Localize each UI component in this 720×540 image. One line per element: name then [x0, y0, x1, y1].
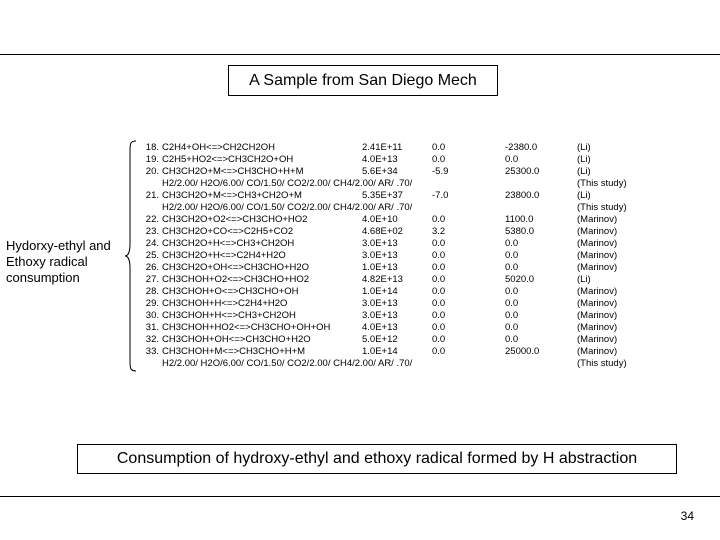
rate-temperature-exponent: 0.0 — [432, 346, 446, 357]
rate-a-factor: 4.0E+10 — [362, 214, 398, 225]
rate-reference: (Marinov) — [577, 262, 618, 273]
rate-activation-energy: 0.0 — [505, 334, 519, 345]
rate-activation-energy: 5380.0 — [505, 226, 535, 237]
reaction-row — [0, 346, 720, 358]
side-label-line: Hydorxy-ethyl and — [6, 238, 111, 253]
reaction-equation: CH3CHOH+M<=>CH3CHO+H+M — [162, 346, 306, 357]
rate-a-factor: 4.68E+02 — [362, 226, 403, 237]
reaction-row — [0, 298, 720, 310]
rate-temperature-exponent: 0.0 — [432, 310, 446, 321]
reaction-number: 22. — [145, 214, 159, 225]
rate-reference: (Marinov) — [577, 250, 618, 261]
rate-temperature-exponent: 0.0 — [432, 154, 446, 165]
reaction-number: 19. — [145, 154, 159, 165]
reaction-row — [0, 262, 720, 274]
reaction-number: 25. — [145, 250, 159, 261]
reaction-number: 32. — [145, 334, 159, 345]
rate-activation-energy: 25000.0 — [505, 346, 540, 357]
reaction-number: 21. — [145, 190, 159, 201]
rate-temperature-exponent: 0.0 — [432, 274, 446, 285]
third-body-row — [0, 178, 720, 190]
rate-activation-energy: 0.0 — [505, 310, 519, 321]
rate-reference: (Li) — [577, 166, 591, 177]
rate-reference: (Li) — [577, 190, 591, 201]
reaction-row — [0, 274, 720, 286]
third-body-reference: (This study) — [577, 202, 627, 213]
reaction-equation: CH3CHOH+O2<=>CH3CHO+HO2 — [162, 274, 310, 285]
third-body-efficiencies: H2/2.00/ H2O/6.00/ CO/1.50/ CO2/2.00/ CH4/2.00/ AR/ .70/ — [162, 178, 413, 189]
caption: Consumption of hydroxy-ethyl and ethoxy radical formed by H abstraction — [77, 444, 677, 474]
rate-a-factor: 4.0E+13 — [362, 154, 398, 165]
rate-reference: (Li) — [577, 154, 591, 165]
third-body-reference: (This study) — [577, 178, 627, 189]
rate-temperature-exponent: 0.0 — [432, 298, 446, 309]
reaction-equation: CH3CHOH+OH<=>CH3CHO+H2O — [162, 334, 311, 345]
rate-a-factor: 1.0E+14 — [362, 346, 398, 357]
reaction-equation: CH3CH2O+M<=>CH3CHO+H+M — [162, 166, 304, 177]
rate-activation-energy: 23800.0 — [505, 190, 540, 201]
reaction-number: 23. — [145, 226, 159, 237]
rate-temperature-exponent: 0.0 — [432, 322, 446, 333]
reaction-number: 28. — [145, 286, 159, 297]
rate-reference: (Li) — [577, 274, 591, 285]
reaction-equation: CH3CHOH+HO2<=>CH3CHO+OH+OH — [162, 322, 331, 333]
rate-temperature-exponent: -7.0 — [432, 190, 449, 201]
reaction-row — [0, 142, 720, 154]
rate-reference: (Marinov) — [577, 286, 618, 297]
rate-a-factor: 1.0E+13 — [362, 262, 398, 273]
reaction-number: 27. — [145, 274, 159, 285]
side-label-line: consumption — [6, 270, 80, 285]
reaction-number: 24. — [145, 238, 159, 249]
rate-temperature-exponent: 0.0 — [432, 142, 446, 153]
reaction-number: 18. — [145, 142, 159, 153]
rate-temperature-exponent: 0.0 — [432, 262, 446, 273]
rate-activation-energy: -2380.0 — [505, 142, 538, 153]
reaction-equation: CH3CHOH+O<=>CH3CHO+OH — [162, 286, 299, 297]
rate-temperature-exponent: 0.0 — [432, 334, 446, 345]
rate-a-factor: 4.0E+13 — [362, 322, 398, 333]
rate-reference: (Li) — [577, 142, 591, 153]
page-number: 34 — [680, 509, 694, 523]
rate-activation-energy: 0.0 — [505, 250, 519, 261]
rate-activation-energy: 1100.0 — [505, 214, 534, 225]
rate-temperature-exponent: 0.0 — [432, 214, 446, 225]
reaction-row — [0, 322, 720, 334]
third-body-row — [0, 358, 720, 370]
rate-activation-energy: 25300.0 — [505, 166, 540, 177]
reaction-number: 20. — [145, 166, 159, 177]
reaction-row — [0, 310, 720, 322]
reaction-equation: CH3CHOH+H<=>C2H4+H2O — [162, 298, 288, 309]
reaction-number: 31. — [145, 322, 159, 333]
reaction-row — [0, 226, 720, 238]
reaction-equation: CH3CH2O+H<=>C2H4+H2O — [162, 250, 286, 261]
rate-reference: (Marinov) — [577, 334, 618, 345]
rate-a-factor: 3.0E+13 — [362, 298, 398, 309]
third-body-row — [0, 202, 720, 214]
reaction-number: 33. — [145, 346, 159, 357]
third-body-efficiencies: H2/2.00/ H2O/6.00/ CO/1.50/ CO2/2.00/ CH4/2.00/ AR/ .70/ — [162, 202, 413, 213]
rate-activation-energy: 0.0 — [505, 238, 519, 249]
rate-a-factor: 5.0E+12 — [362, 334, 398, 345]
reaction-equation: CH3CH2O+H<=>CH3+CH2OH — [162, 238, 295, 249]
rate-a-factor: 2.41E+11 — [362, 142, 403, 153]
side-label-line: Ethoxy radical — [6, 254, 88, 269]
reaction-row — [0, 214, 720, 226]
rate-a-factor: 3.0E+13 — [362, 250, 398, 261]
reaction-row — [0, 238, 720, 250]
rate-a-factor: 5.35E+37 — [362, 190, 403, 201]
reaction-row — [0, 334, 720, 346]
reaction-number: 30. — [145, 310, 159, 321]
rate-a-factor: 3.0E+13 — [362, 310, 398, 321]
rate-activation-energy: 0.0 — [505, 154, 519, 165]
reaction-equation: CH3CHOH+H<=>CH3+CH2OH — [162, 310, 296, 321]
rate-reference: (Marinov) — [577, 226, 618, 237]
rate-a-factor: 4.82E+13 — [362, 274, 403, 285]
rate-activation-energy: 0.0 — [505, 262, 519, 273]
reaction-row — [0, 286, 720, 298]
rate-reference: (Marinov) — [577, 238, 618, 249]
rate-a-factor: 1.0E+14 — [362, 286, 398, 297]
reaction-equation: C2H4+OH<=>CH2CH2OH — [162, 142, 275, 153]
rate-activation-energy: 0.0 — [505, 322, 519, 333]
rate-reference: (Marinov) — [577, 298, 618, 309]
reaction-row — [0, 250, 720, 262]
third-body-reference: (This study) — [577, 358, 627, 369]
rate-temperature-exponent: 0.0 — [432, 250, 446, 261]
reaction-row — [0, 190, 720, 202]
rate-a-factor: 3.0E+13 — [362, 238, 398, 249]
bottom-divider — [0, 496, 720, 497]
reaction-equation: C2H5+HO2<=>CH3CH2O+OH — [162, 154, 294, 165]
rate-activation-energy: 0.0 — [505, 286, 519, 297]
rate-temperature-exponent: -5.9 — [432, 166, 449, 177]
reaction-row — [0, 154, 720, 166]
reaction-equation: CH3CH2O+O2<=>CH3CHO+HO2 — [162, 214, 308, 225]
rate-temperature-exponent: 0.0 — [432, 286, 446, 297]
rate-activation-energy: 5020.0 — [505, 274, 535, 285]
reaction-number: 29. — [145, 298, 159, 309]
reaction-number: 26. — [145, 262, 159, 273]
rate-temperature-exponent: 0.0 — [432, 238, 446, 249]
third-body-efficiencies: H2/2.00/ H2O/6.00/ CO/1.50/ CO2/2.00/ CH4/2.00/ AR/ .70/ — [162, 358, 413, 369]
slide-title: A Sample from San Diego Mech — [228, 65, 498, 96]
reaction-equation: CH3CH2O+M<=>CH3+CH2O+M — [162, 190, 302, 201]
rate-reference: (Marinov) — [577, 214, 618, 225]
rate-activation-energy: 0.0 — [505, 298, 519, 309]
reaction-equation: CH3CH2O+OH<=>CH3CHO+H2O — [162, 262, 310, 273]
rate-a-factor: 5.6E+34 — [362, 166, 398, 177]
rate-reference: (Marinov) — [577, 322, 618, 333]
reaction-equation: CH3CH2O+CO<=>C2H5+CO2 — [162, 226, 294, 237]
rate-reference: (Marinov) — [577, 310, 618, 321]
rate-reference: (Marinov) — [577, 346, 618, 357]
reaction-row — [0, 166, 720, 178]
rate-temperature-exponent: 3.2 — [432, 226, 446, 237]
